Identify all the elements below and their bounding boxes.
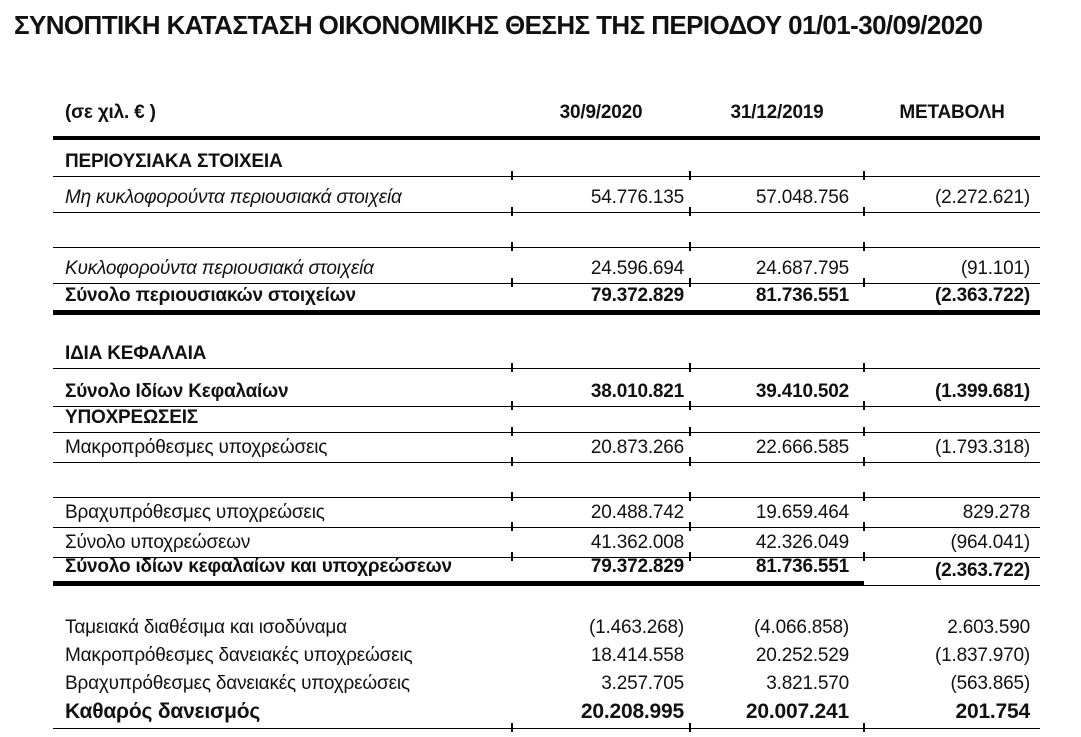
- cell-value: 201.754: [864, 700, 1040, 729]
- cell-value: [864, 493, 1040, 498]
- cell-value: 2.603.590: [947, 616, 1030, 638]
- cell-value: [864, 610, 1040, 614]
- row-label: ΥΠΟΧΡΕΩΣΕΙΣ: [53, 407, 512, 433]
- row-label: Μη κυκλοφορούντα περιουσιακά στοιχεία: [53, 187, 512, 213]
- row-label: [53, 243, 512, 248]
- cell-value: [690, 493, 864, 498]
- cell-value: [690, 243, 864, 248]
- cell-value: [512, 364, 690, 369]
- cell-value: [864, 428, 1040, 433]
- table-row: [53, 140, 1040, 177]
- cell-value: 39.410.502: [690, 381, 864, 407]
- cell-value: (563.865): [950, 672, 1030, 694]
- table-row: [53, 528, 1040, 558]
- cell-value: [690, 610, 864, 614]
- row-label: Κυκλοφορούντα περιουσιακά στοιχεία: [53, 258, 512, 284]
- cell-value: 20.007.241: [690, 700, 864, 729]
- cell-value: 42.326.049: [690, 532, 864, 558]
- row-label: ΠΕΡΙΟΥΣΙΑΚΑ ΣΤΟΙΧΕΙΑ: [53, 151, 512, 177]
- cell-value: [690, 339, 864, 343]
- cell-value: (91.101): [864, 258, 1040, 284]
- table-row: [53, 670, 1040, 698]
- table-header-row: [53, 88, 1040, 140]
- cell-value: 79.372.829: [512, 556, 690, 586]
- column-header: 31/12/2019: [690, 102, 864, 140]
- cell-value: 3.821.570: [766, 672, 849, 694]
- table-row: [53, 586, 1040, 614]
- row-label: Μακροπρόθεσμες υποχρεώσεις: [53, 437, 512, 463]
- cell-value: 20.252.529: [755, 644, 849, 666]
- cell-value: [512, 428, 690, 433]
- table-row: [53, 284, 1040, 315]
- table-row: [53, 248, 1040, 284]
- cell-value: 57.048.756: [690, 187, 864, 213]
- cell-value: (2.272.621): [864, 187, 1040, 213]
- table-row: [53, 407, 1040, 433]
- unit-label: (σε χιλ. € ): [53, 102, 512, 140]
- row-label: Σύνολο ιδίων κεφαλαίων και υποχρεώσεων: [53, 556, 512, 586]
- cell-value: [512, 172, 690, 177]
- cell-value: [512, 610, 690, 614]
- table-row: [53, 433, 1040, 463]
- cell-value: 54.776.135: [512, 187, 690, 213]
- table-row: [53, 698, 1040, 729]
- cell-value: 24.687.795: [690, 258, 864, 284]
- table-row: [53, 369, 1040, 407]
- cell-value: 41.362.008: [512, 532, 690, 558]
- cell-value: [690, 172, 864, 177]
- cell-value: (1.837.970): [935, 644, 1030, 666]
- table-row: [53, 555, 1040, 586]
- financial-table: [53, 88, 1040, 729]
- cell-value: [512, 339, 690, 343]
- cell-value: [690, 428, 864, 433]
- cell-value: 20.873.266: [512, 437, 690, 463]
- cell-value: [690, 364, 864, 369]
- column-header: 30/9/2020: [512, 102, 690, 140]
- table-row: [53, 642, 1040, 670]
- table-row: [53, 177, 1040, 213]
- page-title: ΣΥΝΟΠΤΙΚΗ ΚΑΤΑΣΤΑΣΗ ΟΙΚΟΝΟΜΙΚΗΣ ΘΕΣΗΣ ΤΗΣ ΠΕΡΙΟΔΟΥ 01/01-30/09/2020: [14, 10, 983, 40]
- cell-value: 18.414.558: [590, 644, 684, 666]
- row-label: Σύνολο υποχρεώσεων: [53, 532, 512, 558]
- cell-value: 81.736.551: [690, 285, 864, 315]
- cell-value: [864, 172, 1040, 177]
- cell-value: 79.372.829: [512, 285, 690, 315]
- cell-value: [512, 243, 690, 248]
- table-row: [53, 614, 1040, 642]
- cell-value: (4.066.858): [754, 616, 849, 638]
- table-row: [53, 498, 1040, 528]
- cell-value: [864, 364, 1040, 369]
- cell-value: [864, 339, 1040, 343]
- row-label: [53, 610, 512, 614]
- cell-value: 24.596.694: [512, 258, 690, 284]
- cell-value: (2.363.722): [864, 560, 1040, 586]
- table-row: [53, 463, 1040, 498]
- row-label: ΙΔΙΑ ΚΕΦΑΛΑΙΑ: [53, 343, 512, 369]
- cell-value: 38.010.821: [512, 381, 690, 407]
- cell-value: 22.666.585: [690, 437, 864, 463]
- cell-value: 20.208.995: [512, 700, 690, 729]
- cell-value: 19.659.464: [690, 502, 864, 528]
- row-label: Σύνολο Ιδίων Κεφαλαίων: [53, 381, 512, 407]
- table-row: [53, 213, 1040, 248]
- cell-value: [512, 493, 690, 498]
- cell-value: (1.793.318): [864, 437, 1040, 463]
- row-label: Μακροπρόθεσμες δανειακές υποχρεώσεις: [65, 644, 413, 666]
- cell-value: (1.399.681): [864, 381, 1040, 407]
- column-header: ΜΕΤΑΒΟΛΗ: [864, 102, 1040, 140]
- cell-value: (964.041): [864, 532, 1040, 558]
- row-label: Βραχυπρόθεσμες υποχρεώσεις: [53, 502, 512, 528]
- row-label: Σύνολο περιουσιακών στοιχείων: [53, 285, 512, 315]
- row-label: [53, 493, 512, 498]
- table-row: [53, 315, 1040, 343]
- cell-value: 829.278: [864, 502, 1040, 528]
- row-label: Ταμειακά διαθέσιμα και ισοδύναμα: [65, 616, 347, 638]
- cell-value: 81.736.551: [690, 556, 864, 586]
- row-label: Βραχυπρόθεσμες δανειακές υποχρεώσεις: [65, 672, 410, 694]
- row-label: Καθαρός δανεισμός: [53, 700, 512, 729]
- cell-value: 3.257.705: [601, 672, 684, 694]
- cell-value: [864, 243, 1040, 248]
- table-row: [53, 343, 1040, 369]
- cell-value: (2.363.722): [864, 285, 1040, 315]
- cell-value: (1.463.268): [589, 616, 684, 638]
- cell-value: 20.488.742: [512, 502, 690, 528]
